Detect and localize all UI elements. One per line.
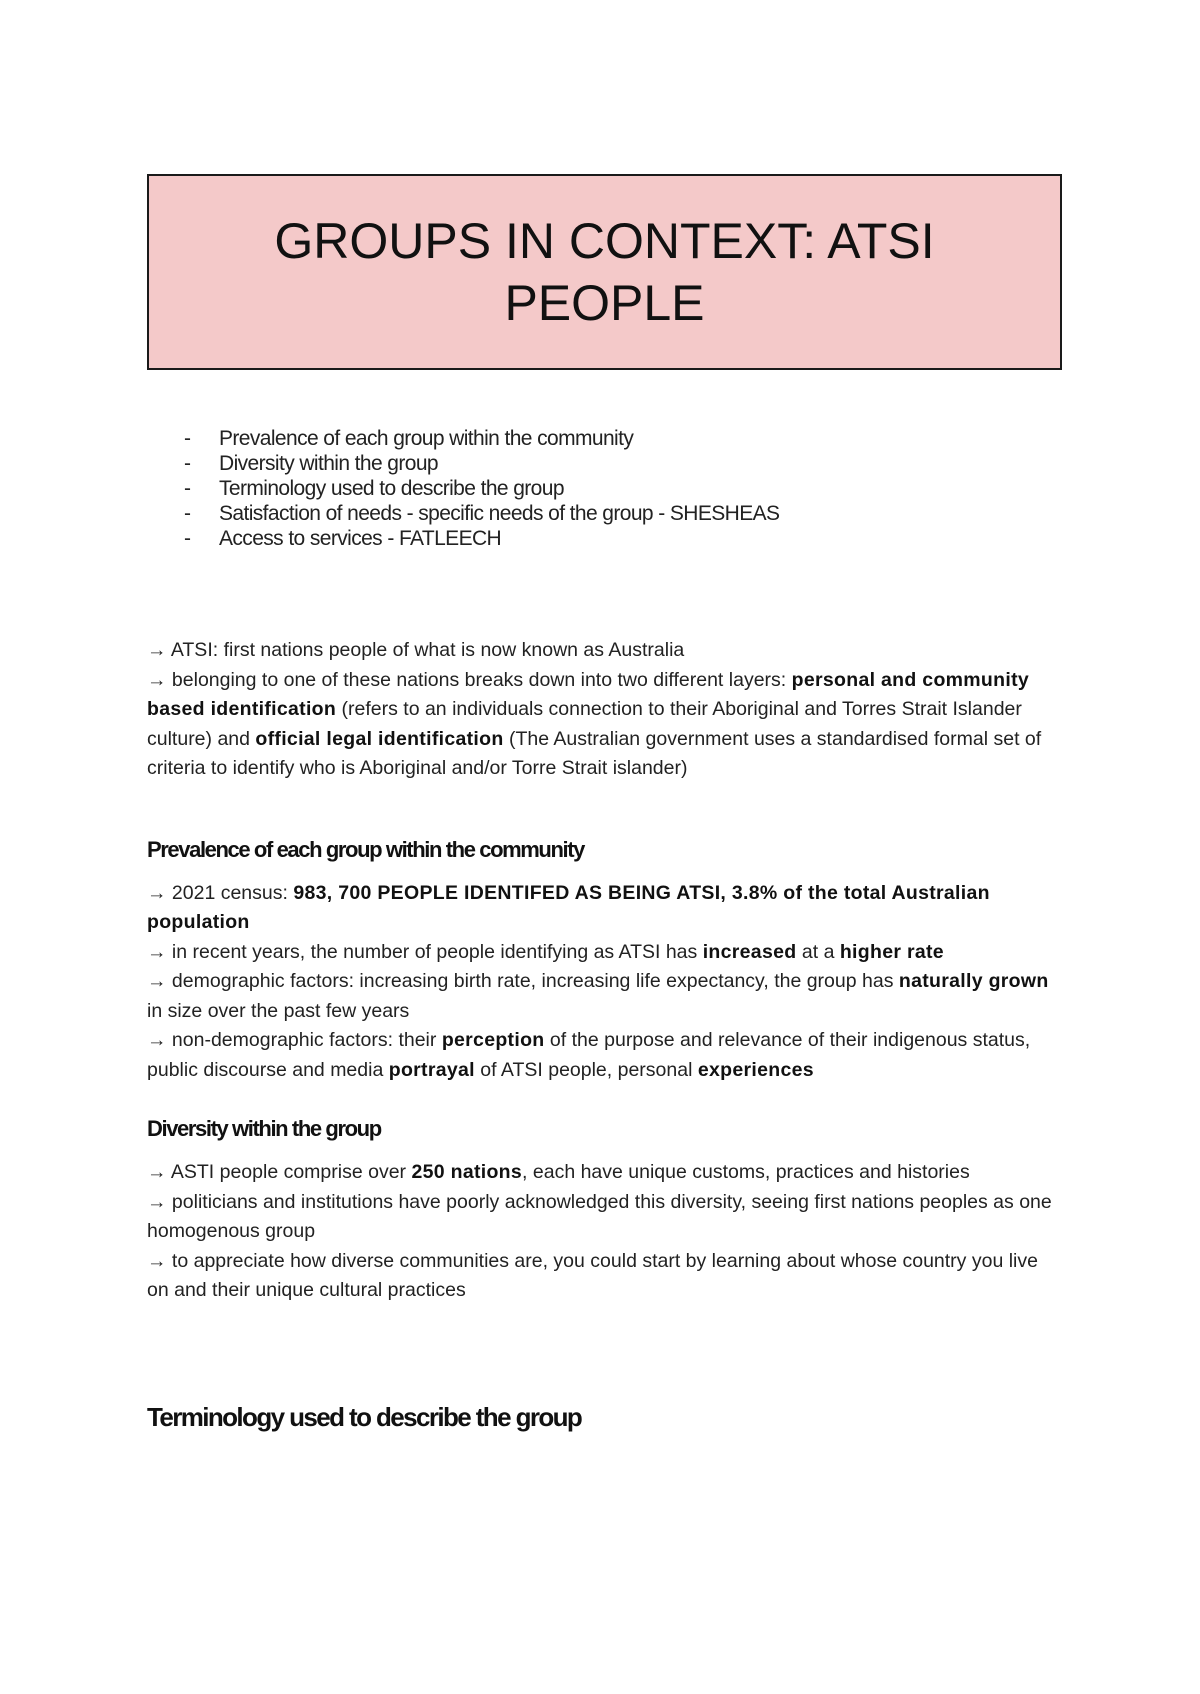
document-page [147,174,1062,1433]
section-heading-diversity: Diversity within the group [147,1116,381,1141]
prevalence-paragraph-2: → in recent years, the number of people identifying as ATSI has increased at a higher rate [147,940,944,963]
list-item: - Diversity within the group [184,451,1062,476]
diversity-paragraph-1: → ASTI people comprise over 250 nations, each have unique customs, practices and histories [147,1161,970,1183]
prevalence-paragraph-1: → 2021 census: 983, 700 PEOPLE IDENTIFED AS BEING ATSI, 3.8% of the total Australian population [147,881,990,933]
prevalence-paragraph-4: → non-demographic factors: their perception of the purpose and relevance of their indigenous status, public discourse and media portrayal of ATSI people, personal experiences [147,1029,1031,1081]
section-heading-terminology: Terminology used to describe the group [147,1401,582,1432]
section-heading-prevalence: Prevalence of each group within the community [147,836,584,862]
intro-paragraph-1: → ATSI: first nations people of what is now known as Australia [147,639,685,661]
page-title: GROUPS IN CONTEXT: ATSI PEOPLE [274,213,935,331]
list-item: - Terminology used to describe the group [184,476,1062,501]
intro-section [147,636,1062,784]
list-item: - Satisfaction of needs - specific needs of the group - SHESHEAS [184,501,1062,526]
topic-list [147,426,1062,551]
diversity-paragraph-3: → to appreciate how diverse communities are, you could start by learning about whose country you live on and their unique cultural practices [147,1249,1038,1301]
title-box [147,174,1062,370]
intro-paragraph-2: → belonging to one of these nations breaks down into two different layers: personal and community based identification (refers to an individuals connection to their Aboriginal and Torres Strait Islander culture) and official legal identification (The Australian government uses a standardised formal set of criteria to identify who is Aboriginal and/or Torre Strait islander) [147,668,1042,779]
list-item: - Access to services - FATLEECH [184,526,1062,551]
prevalence-section [147,879,1062,1086]
diversity-section [147,1158,1062,1306]
prevalence-paragraph-3: → demographic factors: increasing birth rate, increasing life expectancy, the group has naturally grown in size over the past few years [147,970,1049,1022]
list-item: - Prevalence of each group within the community [184,426,1062,451]
diversity-paragraph-2: → politicians and institutions have poorly acknowledged this diversity, seeing first nations peoples as one homogenous group [147,1190,1052,1242]
